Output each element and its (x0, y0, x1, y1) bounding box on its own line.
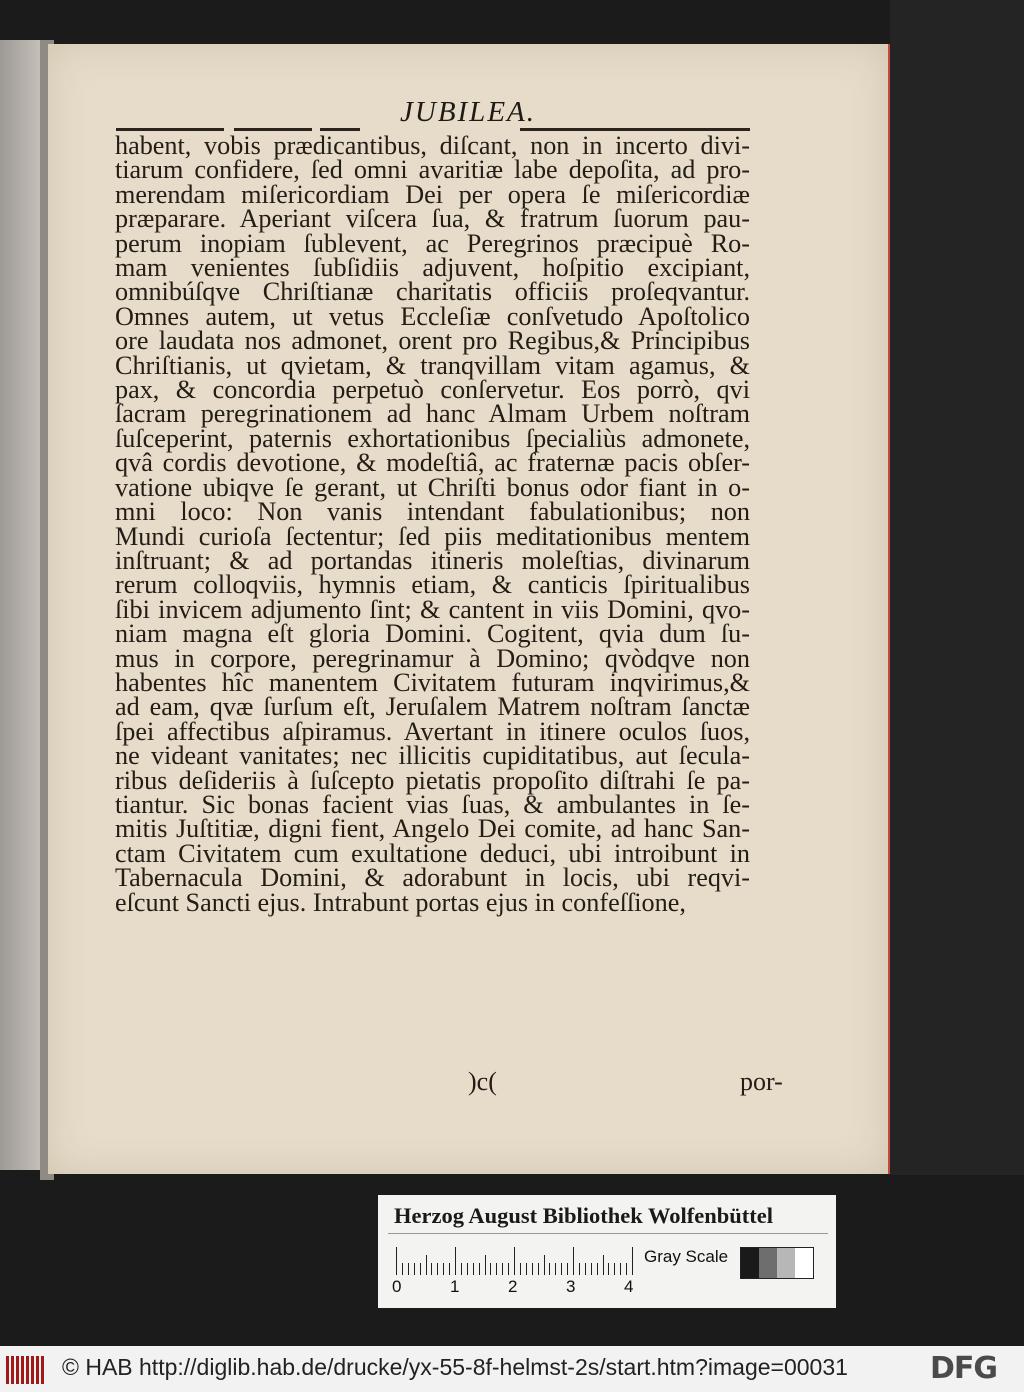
text-line: ſuſceperint, paternis exhortationibus ſpecialiùs admonete, (115, 423, 750, 453)
text-line: tiantur. Sic bonas facient vias ſuas, & ambulantes in ſe- (115, 789, 750, 819)
ruler-tick (608, 1263, 609, 1275)
text-line: inſtruant; & ad portandas itineris moleſtias, divinarum (115, 545, 750, 575)
gray-swatch (777, 1248, 795, 1278)
library-label (378, 1195, 836, 1308)
text-line: eſcunt Sancti ejus. Intrabunt portas ejus in confeſſione, (115, 887, 686, 917)
text-line: ad eam, qvæ ſurſum eſt, Jeruſalem Matrem noſtram ſanctæ (115, 692, 750, 722)
catchword: por- (740, 1067, 783, 1096)
ruler-tick (603, 1255, 604, 1275)
text-line: mam venientes ſubſidiis adjuvent, hoſpitio excipiant, (115, 253, 750, 283)
gray-swatch (741, 1248, 759, 1278)
text-line: Mundi curioſa ſectentur; ſed piis meditationibus mentem (115, 521, 750, 551)
text-line: mitis Juſtitiæ, digni fient, Angelo Dei comite, ad hanc San- (115, 814, 750, 844)
ruler-tick (414, 1263, 415, 1275)
gray-scale-swatch (740, 1247, 814, 1279)
ruler-tick (455, 1247, 456, 1275)
scan-background (890, 0, 1024, 1175)
ruler-tick (561, 1263, 562, 1275)
text-line: vatione ubiqve ſe gerant, ut Chriſti bonus odor fiant in o- (115, 472, 750, 502)
ruler-tick (591, 1263, 592, 1275)
ruler-tick (508, 1263, 509, 1275)
ruler-tick (626, 1263, 627, 1275)
ruler-tick (544, 1255, 545, 1275)
ruler-tick (532, 1263, 533, 1275)
ruler-tick (526, 1263, 527, 1275)
running-head: JUBILEA. (400, 96, 536, 128)
text-line: mus in corpore, peregrinamur à Domino; qvòdqve non (115, 643, 750, 673)
ruler-tick (479, 1263, 480, 1275)
ruler-tick (490, 1263, 491, 1275)
ruler-tick (632, 1247, 633, 1275)
ruler-tick (420, 1263, 421, 1275)
scale-ruler (396, 1247, 634, 1275)
ruler-tick (396, 1247, 397, 1275)
ruler-tick (620, 1263, 621, 1275)
text-line: mni loco: Non vanis intendant fabulationibus; non (115, 497, 750, 527)
text-line: merendam miſericordiam Dei per opera ſe miſericordiæ (115, 179, 750, 209)
ruler-tick (585, 1263, 586, 1275)
gray-scale-label: Gray Scale (644, 1247, 729, 1266)
text-line: ſacram peregrinationem ad hanc Almam Urbem noſtram (115, 399, 750, 429)
ruler-tick (538, 1263, 539, 1275)
source-url[interactable]: © HAB http://diglib.hab.de/drucke/yx-55-8f-helmst-2s/start.htm?image=00031 (62, 1354, 848, 1380)
text-line: qvâ cordis devotione, & modeſtiâ, ac fraternæ pacis obſer- (115, 448, 750, 478)
ruler-tick (502, 1263, 503, 1275)
footer-bar (0, 1346, 1024, 1392)
scale-number: 4 (624, 1277, 634, 1296)
text-line: habentes hîc manentem Civitatem futuram inqvirimus,& (115, 667, 750, 697)
ruler-tick (496, 1263, 497, 1275)
ruler-tick (408, 1263, 409, 1275)
body-text (115, 131, 750, 917)
text-line: præparare. Aperiant viſcera ſua, & fratrum ſuorum pau- (115, 204, 750, 234)
ruler-tick (579, 1263, 580, 1275)
signature-mark: )c( (468, 1067, 497, 1096)
text-line: omnibúſqve Chriſtianæ charitatis officiis proſeqvantur. (115, 277, 750, 307)
text-line: ctam Civitatem cum exultatione deduci, ubi introibunt in (115, 838, 750, 868)
ruler-tick (443, 1263, 444, 1275)
ruler-tick (567, 1263, 568, 1275)
label-divider (388, 1233, 828, 1234)
gray-swatch (759, 1248, 777, 1278)
barcode-icon (6, 1356, 46, 1384)
gray-swatch (795, 1248, 813, 1278)
ruler-tick (485, 1255, 486, 1275)
ruler-tick (597, 1263, 598, 1275)
scale-numbers (392, 1277, 652, 1299)
library-title: Herzog August Bibliothek Wolfenbüttel (394, 1203, 773, 1228)
ruler-tick (449, 1263, 450, 1275)
book-page (48, 44, 890, 1174)
ruler-tick (431, 1263, 432, 1275)
ruler-tick (426, 1255, 427, 1275)
text-line: niam magna eſt gloria Domini. Cogitent, qvia dum ſu- (115, 619, 750, 649)
ruler-tick (402, 1263, 403, 1275)
text-line: ore laudata nos admonet, orent pro Regibus,& Principibus (115, 326, 750, 356)
ruler-tick (514, 1247, 515, 1275)
text-line: ribus deſideriis à ſuſcepto pietatis propoſito diſtrahi ſe pa- (115, 765, 750, 795)
ruler-tick (555, 1263, 556, 1275)
scale-number: 1 (450, 1277, 460, 1296)
text-line: Tabernacula Domini, & adorabunt in locis, ubi reqvi- (115, 863, 750, 893)
text-line: rerum colloqviis, hymnis etiam, & canticis ſpiritualibus (115, 570, 750, 600)
ruler-tick (520, 1263, 521, 1275)
text-line: ne videant vanitates; nec illicitis cupiditatibus, aut ſecula- (115, 741, 750, 771)
scale-number: 2 (508, 1277, 518, 1296)
ruler-tick (614, 1263, 615, 1275)
scale-number: 0 (392, 1277, 402, 1296)
scale-number: 3 (566, 1277, 576, 1296)
ruler-tick (549, 1263, 550, 1275)
text-line: Chriſtianis, ut qvietam, & tranqvillam vitam agamus, & (115, 350, 750, 380)
text-line: habent, vobis prædicantibus, diſcant, non in incerto divi- (115, 131, 750, 160)
dfg-logo: DFG (930, 1351, 998, 1386)
ruler-tick (573, 1247, 574, 1275)
text-line: perum inopiam ſublevent, ac Peregrinos præcipuè Ro- (115, 228, 750, 258)
text-line: ſibi invicem adjumento ſint; & cantent in viis Domini, qvo- (115, 594, 750, 624)
text-line: Omnes autem, ut vetus Eccleſiæ conſvetudo Apoſtolico (115, 301, 750, 331)
ruler-tick (437, 1263, 438, 1275)
text-line: tiarum confidere, ſed omni avaritiæ labe depoſita, ad pro- (115, 155, 750, 185)
text-line: pax, & concordia perpetuò conſervetur. Eos porrò, qvi (115, 375, 750, 405)
ruler-tick (461, 1263, 462, 1275)
ruler-tick (473, 1263, 474, 1275)
ruler-tick (467, 1263, 468, 1275)
text-line: ſpei affectibus aſpiramus. Avertant in itinere oculos ſuos, (115, 716, 750, 746)
